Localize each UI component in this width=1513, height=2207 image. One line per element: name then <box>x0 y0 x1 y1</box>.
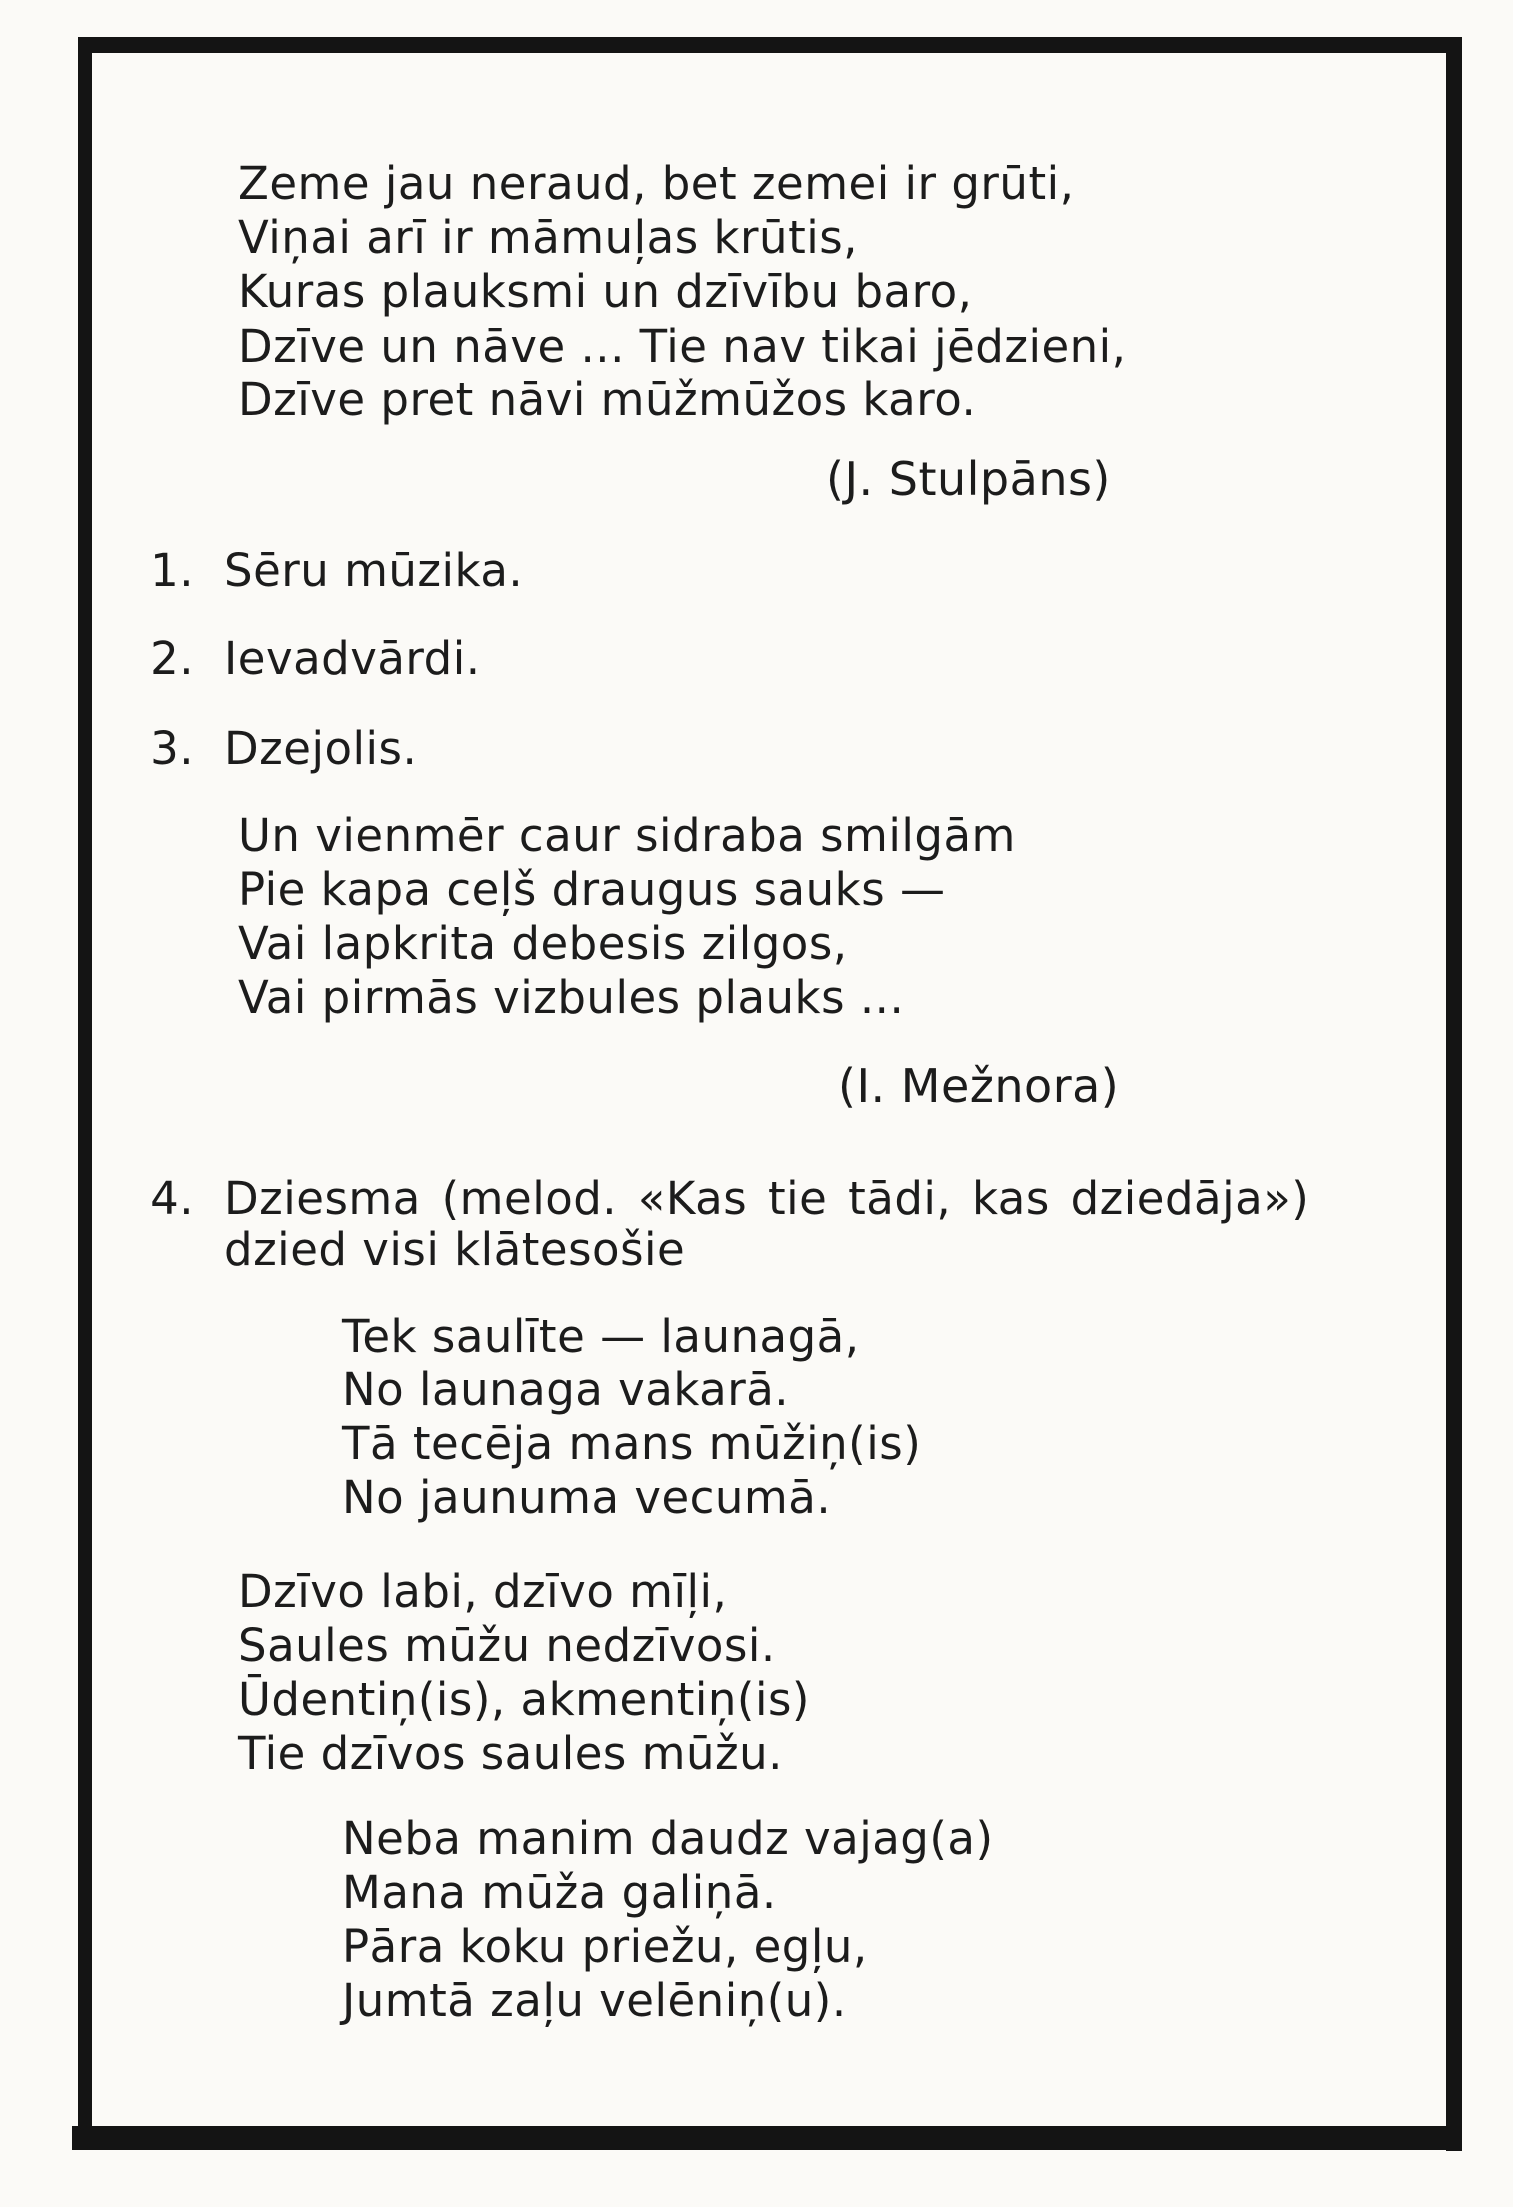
program-item-number: 4. <box>150 1172 194 1225</box>
poem-line: Viņai arī ir māmuļas krūtis, <box>238 211 858 264</box>
program-item-text: Dzejolis. <box>224 722 418 775</box>
song-line: Tek saulīte — launagā, <box>342 1310 860 1363</box>
mourning-border-right <box>1446 48 1462 2151</box>
mourning-border-left <box>78 37 92 2137</box>
song-line: Tie dzīvos saules mūžu. <box>238 1727 783 1780</box>
song-line: Neba manim daudz vajag(a) <box>342 1812 994 1865</box>
program-item-number: 1. <box>150 544 194 597</box>
poem-author: (I. Mežnora) <box>838 1059 1120 1113</box>
song-line: No jaunuma vecumā. <box>342 1471 832 1524</box>
poem-line: Vai pirmās vizbules plauks ... <box>238 971 905 1024</box>
program-item-number: 3. <box>150 722 194 775</box>
mourning-border-bottom <box>72 2126 1462 2150</box>
poem-line: Un vienmēr caur sidraba smilgām <box>238 809 1016 862</box>
song-line: Jumtā zaļu velēniņ(u). <box>342 1974 847 2027</box>
poem-line: Dzīve pret nāvi mūžmūžos karo. <box>238 373 977 426</box>
poem-line: Dzīve un nāve ... Tie nav tikai jēdzieni, <box>238 320 1127 373</box>
program-item-text: Ievadvārdi. <box>224 632 481 685</box>
song-line: Tā tecēja mans mūžiņ(is) <box>342 1417 922 1470</box>
song-line: Mana mūža galiņā. <box>342 1866 777 1919</box>
song-line: Saules mūžu nedzīvosi. <box>238 1619 776 1672</box>
program-item-number: 2. <box>150 632 194 685</box>
song-line: Dzīvo labi, dzīvo mīļi, <box>238 1565 728 1618</box>
poem-author: (J. Stulpāns) <box>826 452 1111 506</box>
song-line: Pāra koku priežu, egļu, <box>342 1920 868 1973</box>
song-line: No launaga vakarā. <box>342 1363 790 1416</box>
program-item-text: Dziesma (melod. «Kas tie tādi, kas dziedāja») <box>224 1172 1310 1225</box>
poem-line: Kuras plauksmi un dzīvību baro, <box>238 265 973 318</box>
program-item-subtext: dzied visi klātesošie <box>224 1223 686 1276</box>
poem-line: Pie kapa ceļš draugus sauks — <box>238 863 946 916</box>
poem-line: Zeme jau neraud, bet zemei ir grūti, <box>238 157 1075 210</box>
program-item-text: Sēru mūzika. <box>224 544 524 597</box>
mourning-border-top <box>78 37 1462 53</box>
song-line: Ūdentiņ(is), akmentiņ(is) <box>238 1673 810 1726</box>
poem-line: Vai lapkrita debesis zilgos, <box>238 917 848 970</box>
